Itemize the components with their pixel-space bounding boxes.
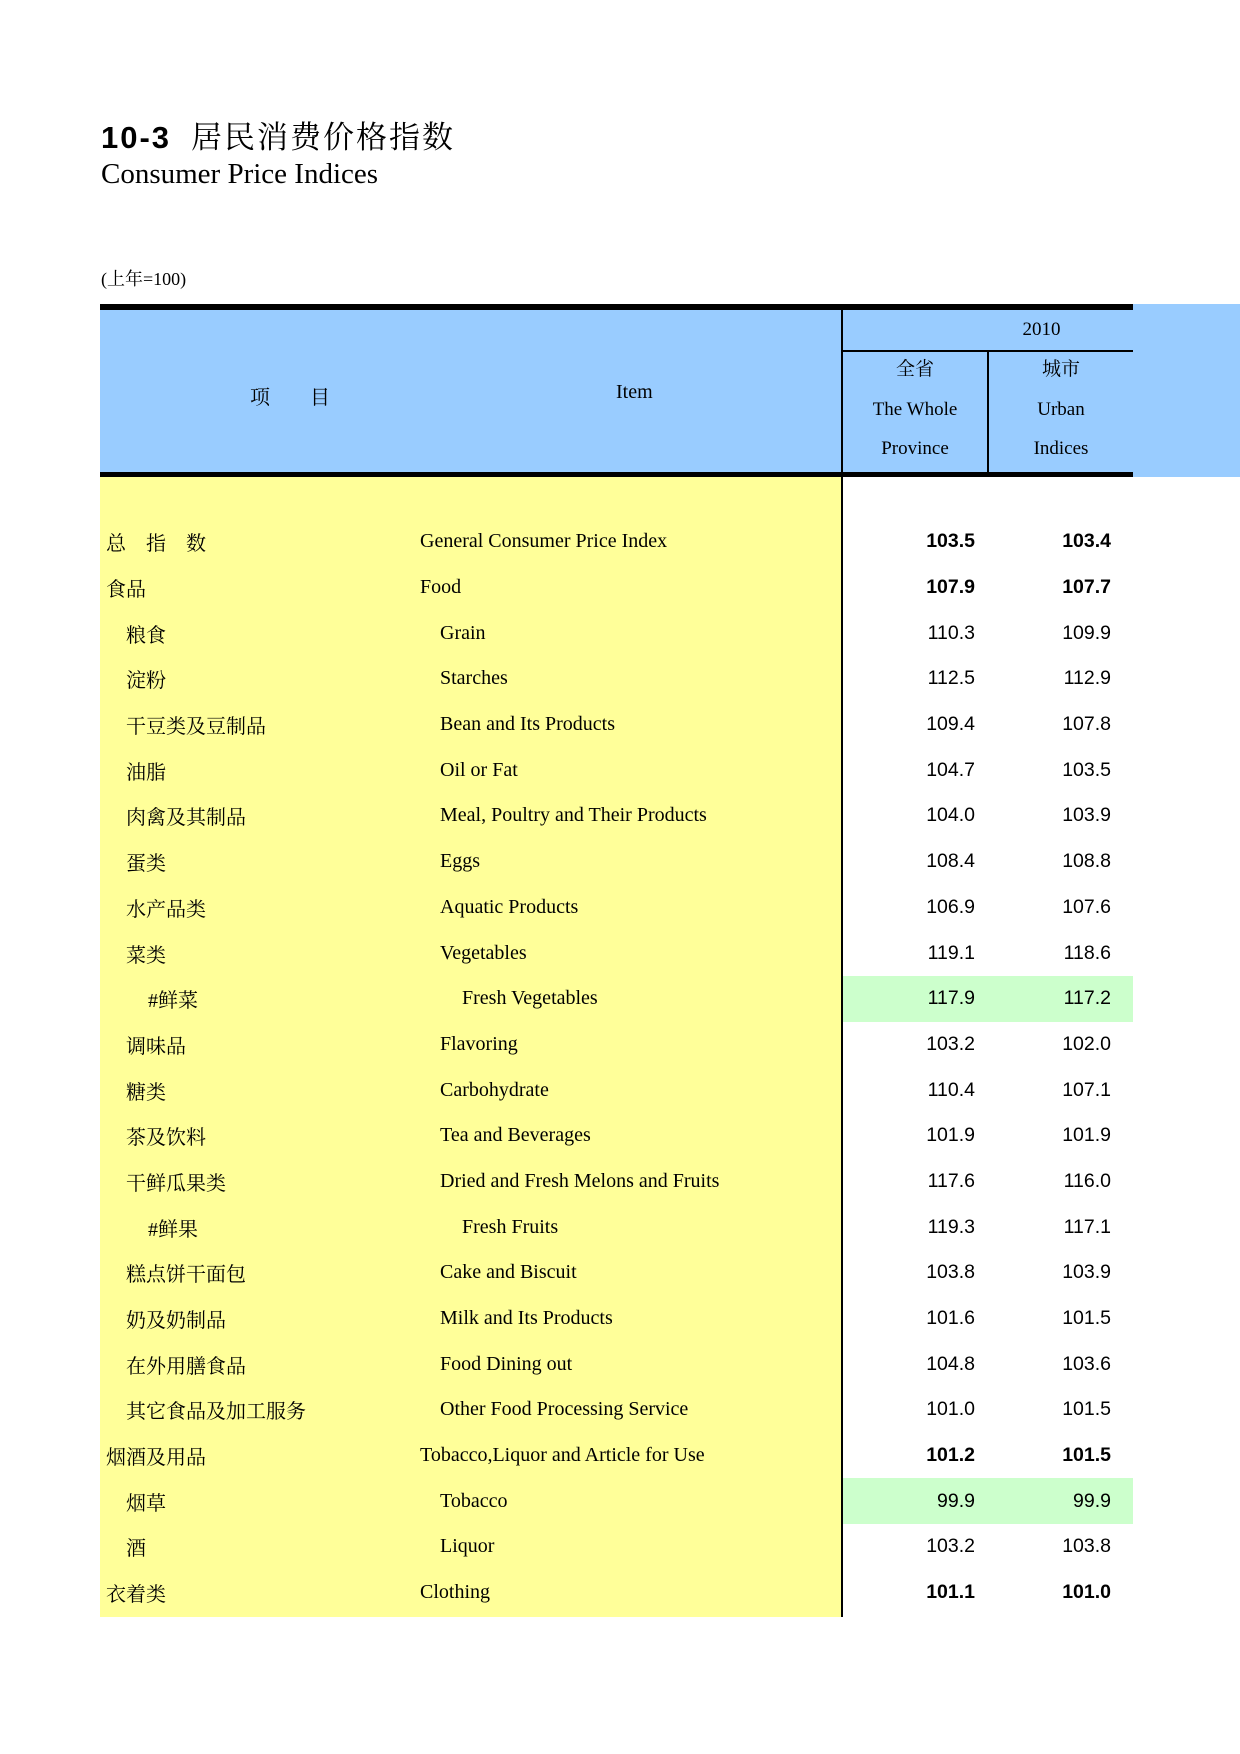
value-urban: 103.6 [1062,1352,1111,1375]
row-label-en: Liquor [440,1535,495,1558]
row-values [843,1524,1133,1570]
header-col-whole-province [843,352,989,472]
value-whole-province: 101.1 [926,1581,975,1604]
row-label-cn: 淀粉 [126,670,166,693]
table-row [100,565,1133,611]
row-label-en: Vegetables [440,941,527,964]
value-urban: 118.6 [1063,941,1111,964]
row-label-cn: 烟草 [126,1492,166,1515]
row-values [843,885,1133,931]
value-whole-province: 112.5 [927,667,975,690]
col1-label-en2: Province [881,438,949,460]
value-whole-province: 103.8 [926,1261,975,1284]
value-whole-province: 101.6 [926,1307,975,1330]
header-item-en: Item [616,381,653,403]
row-label-cn: 糕点饼干面包 [126,1264,246,1287]
row-values [843,1570,1133,1616]
value-whole-province: 110.4 [927,1078,975,1101]
table-row [100,1478,1133,1524]
row-values [843,1159,1133,1205]
value-urban: 101.5 [1062,1444,1111,1467]
row-label-en: Fresh Vegetables [462,987,598,1010]
row-values [843,656,1133,702]
table-row [100,1570,1133,1616]
row-label-cn: #鲜果 [148,1218,198,1241]
page-title [101,112,455,157]
value-urban: 117.2 [1063,987,1111,1010]
col1-label-cn: 全省 [895,359,934,380]
row-label-en: Oil or Fat [440,758,518,781]
table-row [100,747,1133,793]
value-whole-province: 108.4 [926,850,975,873]
row-label-cn: 肉禽及其制品 [126,807,246,830]
value-urban: 112.9 [1063,667,1111,690]
value-urban: 107.7 [1062,576,1111,599]
header-year: 2010 [1022,319,1061,340]
table-row [100,839,1133,885]
row-values [843,1478,1133,1524]
row-values [843,1387,1133,1433]
row-values [843,1022,1133,1068]
row-values [843,702,1133,748]
value-urban: 107.8 [1062,713,1111,736]
value-urban: 99.9 [1073,1489,1111,1512]
value-urban: 103.9 [1062,1261,1111,1284]
value-urban: 101.5 [1062,1307,1111,1330]
value-whole-province: 104.0 [926,804,975,827]
row-values [843,1204,1133,1250]
table-row [100,885,1133,931]
value-urban: 107.6 [1062,895,1111,918]
row-label-cn: #鲜菜 [148,990,198,1013]
title-chinese: 居民消费价格指数 [191,120,456,155]
row-label-en: Cake and Biscuit [440,1261,577,1284]
value-urban: 101.5 [1062,1398,1111,1421]
table-row [100,1387,1133,1433]
value-whole-province: 106.9 [926,895,975,918]
row-label-en: Other Food Processing Service [440,1398,689,1421]
table-row [100,1433,1133,1479]
value-whole-province: 103.2 [926,1535,975,1558]
header-col-urban [989,352,1133,472]
row-values [843,1433,1133,1479]
value-urban: 117.1 [1063,1215,1111,1238]
row-label-en: Food [420,576,462,599]
row-label-cn: 酒 [126,1538,146,1561]
row-values [843,793,1133,839]
row-label-cn: 茶及饮料 [126,1127,206,1150]
table-body [100,477,1133,1617]
value-whole-province: 103.5 [926,530,975,553]
row-label-en: Milk and Its Products [440,1307,613,1330]
table-row [100,1341,1133,1387]
table-row [100,610,1133,656]
table-row [100,793,1133,839]
table-row [100,519,1133,565]
row-label-en: Grain [440,621,486,644]
value-whole-province: 119.3 [927,1215,975,1238]
table-row [100,1113,1133,1159]
row-label-cn: 干豆类及豆制品 [126,716,266,739]
row-values [843,519,1133,565]
row-label-cn: 调味品 [126,1035,186,1058]
col2-label-en2: Indices [1033,438,1089,460]
row-label-en: Tobacco [440,1489,508,1512]
row-label-en: Bean and Its Products [440,713,615,736]
value-whole-province: 109.4 [926,713,975,736]
table-row [100,1159,1133,1205]
value-whole-province: 101.2 [926,1444,975,1467]
table-header [100,310,1133,472]
header-item-cell [100,310,843,472]
row-values [843,839,1133,885]
value-urban: 102.0 [1062,1032,1111,1055]
table-row [100,1022,1133,1068]
row-values [843,1250,1133,1296]
value-whole-province: 117.6 [927,1169,975,1192]
table-row [100,1296,1133,1342]
table-row [100,1204,1133,1250]
value-urban: 116.0 [1063,1169,1111,1192]
value-whole-province: 110.3 [927,621,975,644]
row-values [843,1113,1133,1159]
value-whole-province: 101.0 [926,1398,975,1421]
value-urban: 101.0 [1062,1581,1111,1604]
value-urban: 103.8 [1062,1535,1111,1558]
table-row [100,702,1133,748]
row-values [843,747,1133,793]
row-label-cn: 食品 [106,579,146,602]
value-whole-province: 103.2 [926,1032,975,1055]
row-values [843,1067,1133,1113]
value-urban: 101.9 [1062,1124,1111,1147]
value-urban: 103.9 [1062,804,1111,827]
col2-label-cn: 城市 [1041,359,1080,380]
value-urban: 108.8 [1062,850,1111,873]
row-values [843,1296,1133,1342]
row-label-en: Dried and Fresh Melons and Fruits [440,1169,720,1192]
table-row [100,1250,1133,1296]
row-label-cn: 干鲜瓜果类 [126,1172,226,1195]
header-item-cn: 项 目 [250,387,330,409]
row-label-en: Starches [440,667,508,690]
table-rows [100,477,1133,1616]
row-label-en: Fresh Fruits [462,1215,559,1238]
table-row [100,930,1133,976]
value-urban: 103.5 [1062,758,1111,781]
row-label-cn: 水产品类 [126,898,206,921]
row-values [843,976,1133,1022]
cpi-table [100,304,1240,1621]
value-whole-province: 101.9 [926,1124,975,1147]
col2-label-en1: Urban [1037,398,1085,420]
title-english: Consumer Price Indices [101,158,379,190]
value-urban: 109.9 [1062,621,1111,644]
row-label-en: Food Dining out [440,1352,573,1375]
row-label-en: Clothing [420,1581,491,1604]
row-label-en: Tobacco,Liquor and Article for Use [420,1444,705,1467]
row-label-cn: 在外用膳食品 [126,1355,246,1378]
value-whole-province: 107.9 [926,576,975,599]
value-urban: 107.1 [1062,1078,1111,1101]
table-row [100,976,1133,1022]
value-urban: 103.4 [1062,530,1111,553]
table-number: 10-3 [101,120,172,155]
row-values [843,1341,1133,1387]
value-whole-province: 104.7 [926,758,975,781]
row-label-en: Aquatic Products [440,895,579,918]
row-label-cn: 油脂 [126,761,166,784]
value-whole-province: 117.9 [927,987,975,1010]
table-row [100,1524,1133,1570]
table-row [100,1067,1133,1113]
header-year-group [843,310,1240,472]
row-values [843,610,1133,656]
table-row [100,656,1133,702]
row-label-cn: 蛋类 [126,853,166,876]
value-whole-province: 99.9 [937,1489,975,1512]
row-label-en: Flavoring [440,1032,518,1055]
row-label-en: General Consumer Price Index [420,530,668,553]
row-label-en: Meal, Poultry and Their Products [440,804,707,827]
row-label-en: Eggs [440,850,480,873]
base-year-note: (上年=100) [101,269,187,289]
row-label-cn: 烟酒及用品 [106,1447,206,1470]
col1-label-en1: The Whole [872,398,958,420]
row-label-cn: 菜类 [126,944,166,967]
row-label-cn: 粮食 [126,624,166,647]
row-label-cn: 衣着类 [106,1584,166,1607]
row-values [843,930,1133,976]
row-label-cn: 其它食品及加工服务 [126,1401,306,1424]
row-values [843,565,1133,611]
row-label-en: Tea and Beverages [440,1124,591,1147]
row-label-cn: 奶及奶制品 [126,1310,226,1333]
value-whole-province: 104.8 [926,1352,975,1375]
value-whole-province: 119.1 [927,941,975,964]
row-label-en: Carbohydrate [440,1078,549,1101]
row-label-cn: 总 指 数 [106,533,206,556]
row-label-cn: 糖类 [126,1081,166,1104]
